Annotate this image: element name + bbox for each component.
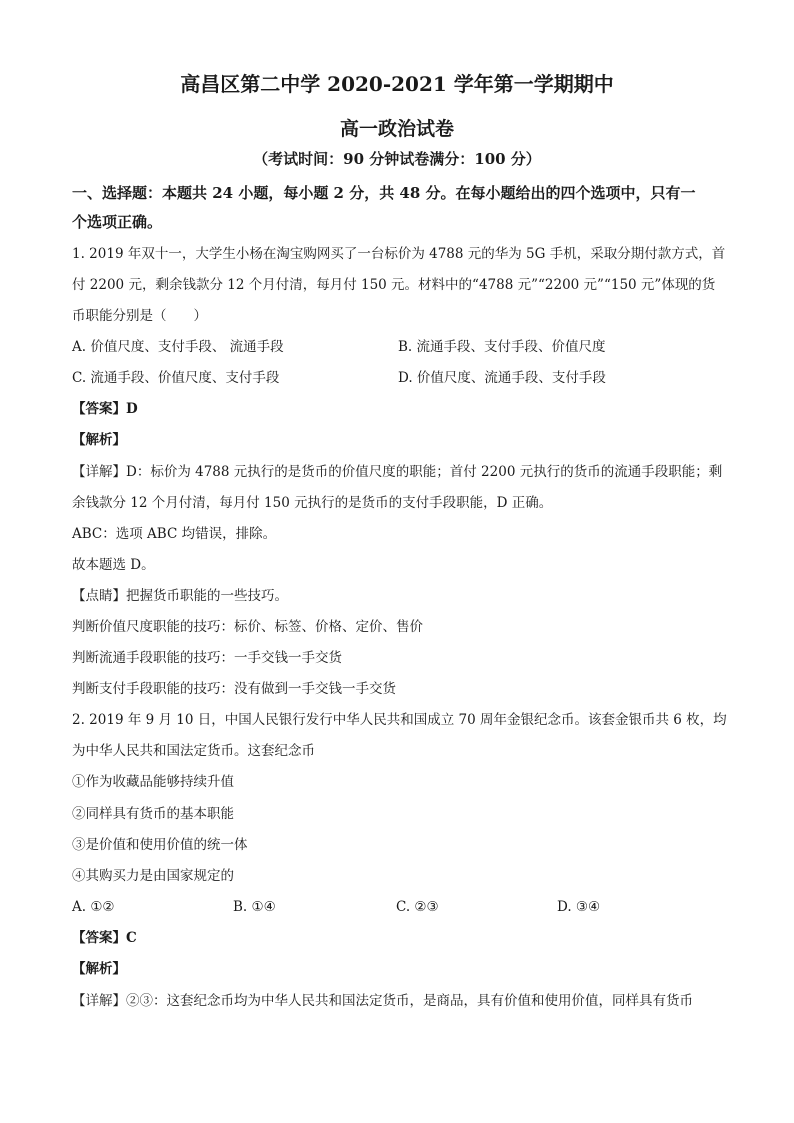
exam-info: （考试时间：90 分钟试卷满分：100 分） [253,150,541,168]
question-1-detail: ABC：选项 ABC 均错误，排除。 [72,526,277,542]
question-1-answer: 【答案】D [72,401,138,417]
question-2-option-d: D. ③④ [557,899,601,915]
section-heading-line: 个选项正确。 [72,213,163,231]
question-1-option-c: C. 流通手段、价值尺度、支付手段 [72,370,280,386]
question-2-stem: 为中华人民共和国法定货币。这套纪念币 [72,743,315,759]
section-heading-line: 一、选择题：本题共 24 小题，每小题 2 分，共 48 分。在每小题给出的四个选项中，只有一 [72,184,696,202]
question-2-option-a: A. ①② [72,899,115,915]
question-1-option-d: D. 价值尺度、流通手段、支付手段 [398,370,606,386]
question-1-tip: 判断价值尺度职能的技巧：标价、标签、价格、定价、售价 [72,619,423,635]
question-2-item: ③是价值和使用价值的统一体 [72,837,248,853]
question-1-stem: 1. 2019 年双十一，大学生小杨在淘宝购网买了一台标价为 4788 元的华为 5G 手机，采取分期付款方式，首 [72,246,726,262]
question-2-item: ①作为收藏品能够持续升值 [72,774,234,790]
question-1-detail: 【详解】D：标价为 4788 元执行的是货币的价值尺度的职能；首付 2200 元执行的货币的流通手段职能；剩 [72,464,723,480]
question-1-tip: 判断流通手段职能的技巧：一手交钱一手交货 [72,650,342,666]
question-1-option-a: A. 价值尺度、支付手段、 流通手段 [72,339,284,355]
document-subtitle: 高一政治试卷 [339,118,454,140]
question-2-detail: 【详解】②③：这套纪念币均为中华人民共和国法定货币，是商品，具有价值和使用价值，同样具有货币 [72,993,693,1009]
question-1-tip: 【点睛】把握货币职能的一些技巧。 [72,588,288,604]
question-1-option-b: B. 流通手段、支付手段、价值尺度 [398,339,606,355]
question-1-stem: 付 2200 元，剩余钱款分 12 个月付清，每月付 150 元。材料中的“4788 元”“2200 元”“150 元”体现的货 [72,277,716,293]
question-1-stem: 币职能分别是（ ） [72,308,207,324]
question-1-tip: 判断支付手段职能的技巧：没有做到一手交钱一手交货 [72,681,396,697]
question-2-option-c: C. ②③ [396,899,439,915]
question-2-answer: 【答案】C [72,930,137,946]
question-2-analysis-label: 【解析】 [72,961,126,977]
document-title: 高昌区第二中学 2020-2021 学年第一学期期中 [180,72,614,96]
question-1-analysis-label: 【解析】 [72,432,126,448]
question-2-option-b: B. ①④ [233,899,276,915]
question-2-stem: 2. 2019 年 9 月 10 日，中国人民银行发行中华人民共和国成立 70 周年金银纪念币。该套金银币共 6 枚，均 [72,712,727,728]
question-2-item: ④其购买力是由国家规定的 [72,868,234,884]
question-1-detail: 故本题选 D。 [72,557,155,573]
question-2-item: ②同样具有货币的基本职能 [72,806,234,822]
question-1-detail: 余钱款分 12 个月付清，每月付 150 元执行的是货币的支付手段职能，D 正确。 [72,495,553,511]
